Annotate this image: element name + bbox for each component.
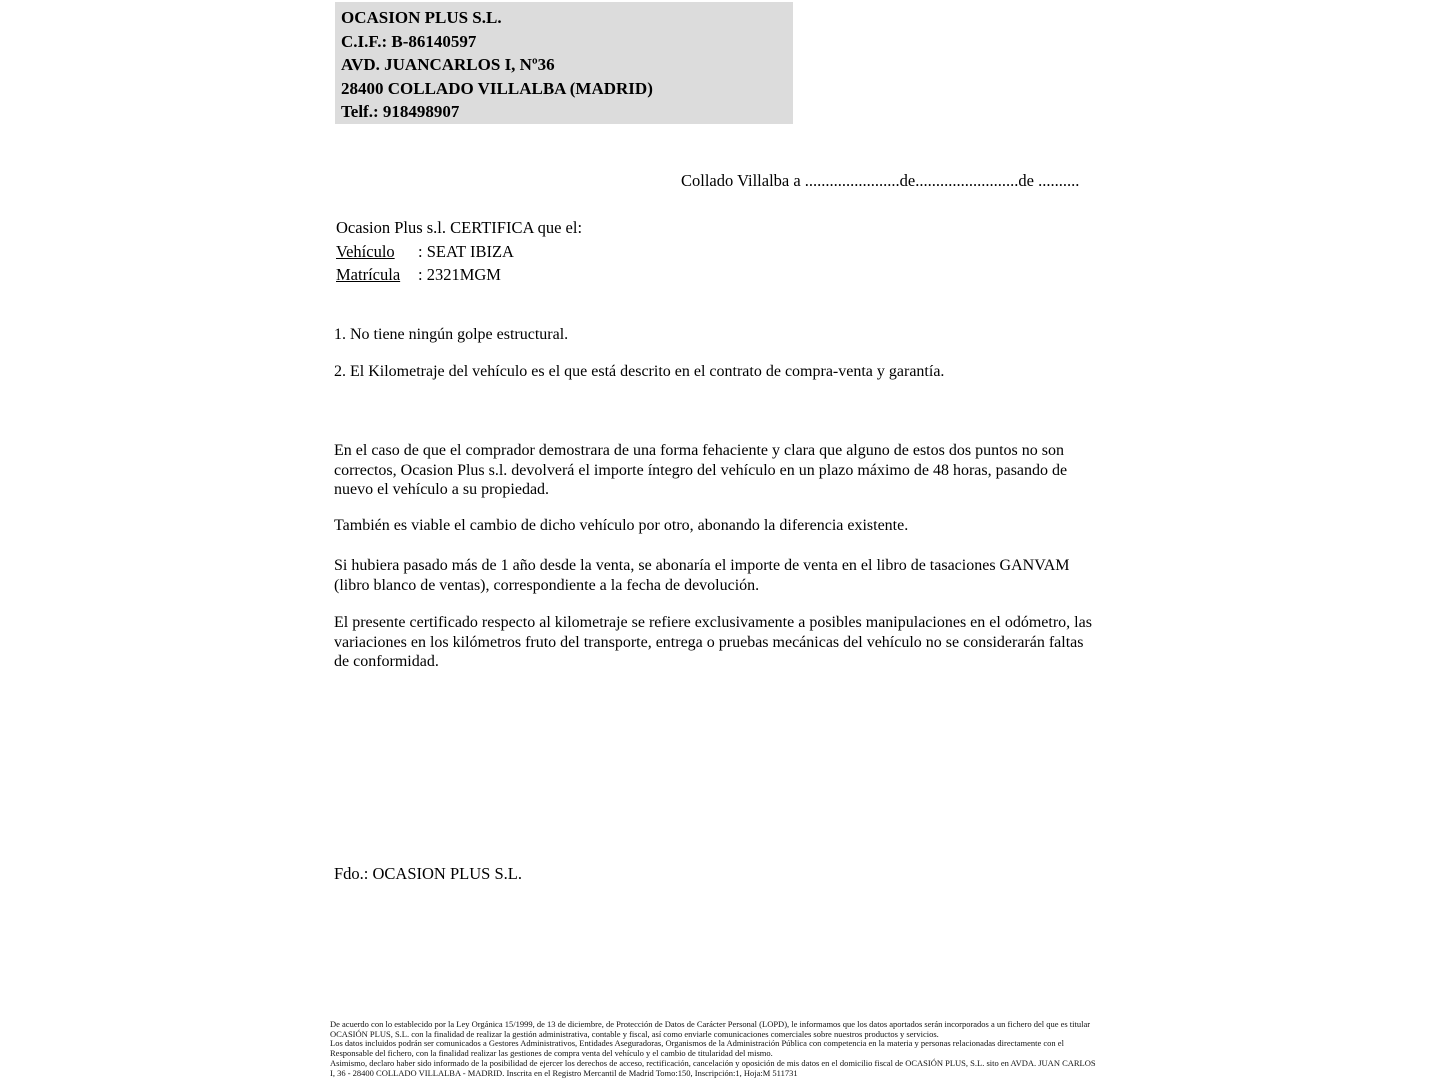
certification-block	[336, 216, 582, 287]
vehicle-row	[336, 240, 582, 264]
company-name: OCASION PLUS S.L.	[341, 8, 502, 27]
exchange-paragraph: También es viable el cambio de dicho vehículo por otro, abonando la diferencia existente.	[334, 517, 909, 534]
vehicle-label: Vehículo	[336, 241, 395, 261]
signature-line: Fdo.: OCASION PLUS S.L.	[334, 864, 522, 883]
legal-footer	[330, 1020, 1102, 1078]
vehicle-value: : SEAT IBIZA	[418, 241, 514, 261]
ganvam-paragraph: Si hubiera pasado más de 1 año desde la venta, se abonaría el importe de venta en el libro de tasaciones GANVAM (libro blanco de ventas), correspondiente a la fecha de devolución.	[334, 557, 1070, 594]
certified-point-2: 2. El Kilometraje del vehículo es el que está descrito en el contrato de compra-venta y garantía.	[334, 363, 945, 380]
date-line: Collado Villalba a .......................de.........................de ..........	[681, 171, 1080, 190]
legal-footer-paragraph-1: De acuerdo con lo establecido por la Ley Orgánica 15/1999, de 13 de diciembre, de Protección de Datos de Carácter Personal (LOPD), le informamos que los datos aportados serán incorporados a un fichero del que es titular OCASIÓN PLUS, S.L. con la finalidad de realizar la gestión administrativa, contable y fiscal, así como enviarle comunicaciones comerciales sobre nuestros productos y servicios.	[330, 1019, 1091, 1039]
plate-value: : 2321MGM	[418, 265, 501, 285]
refund-paragraph: En el caso de que el comprador demostrara de una forma fehaciente y clara que alguno de estos dos puntos no son correctos, Ocasion Plus s.l. devolverá el importe íntegro del vehículo en un plazo máximo de 48 horas, pasando de nuevo el vehículo a su propiedad.	[334, 442, 1068, 499]
company-phone: Telf.: 918498907	[341, 102, 460, 122]
plate-label: Matrícula	[336, 265, 401, 285]
legal-footer-paragraph-2: Los datos incluidos podrán ser comunicados a Gestores Administrativos, Entidades Aseguradoras, Organismos de la Administración Pública con competencia en la materia y personas relacionadas directamente con el Responsable del fichero, con la finalidad realizar las gestiones de compra venta del vehículo y el cambio de titularidad del mismo.	[330, 1038, 1064, 1059]
odometer-paragraph: El presente certificado respecto al kilometraje se refiere exclusivamente a posibles manipulaciones en el odómetro, las variaciones en los kilómetros fruto del transporte, entrega o pruebas mecánicas del vehículo no se considerarán faltas de conformidad.	[334, 614, 1092, 671]
company-header-box	[335, 2, 793, 124]
company-cif: C.I.F.: B-86140597	[341, 31, 477, 51]
certification-intro: Ocasion Plus s.l. CERTIFICA que el:	[336, 218, 583, 237]
company-city: 28400 COLLADO VILLALBA (MADRID)	[341, 78, 653, 98]
plate-row	[336, 263, 582, 287]
legal-footer-paragraph-3: Asimismo, declaro haber sido informado de la posibilidad de ejercer los derechos de acceso, rectificación, cancelación y oposición de mis datos en el domicilio fiscal de OCASIÓN PLUS, S.L. sito en AVDA. JUAN CARLOS I, 36 - 28400 COLLADO VILLALBA - MADRID. Inscrita en el Registro Mercantil de Madrid Tomo:150, Inscripción:1, Hoja:M 511731	[330, 1057, 1096, 1078]
certified-point-1: 1. No tiene ningún golpe estructural.	[334, 326, 569, 343]
company-address: AVD. JUANCARLOS I, Nº36	[341, 55, 555, 75]
